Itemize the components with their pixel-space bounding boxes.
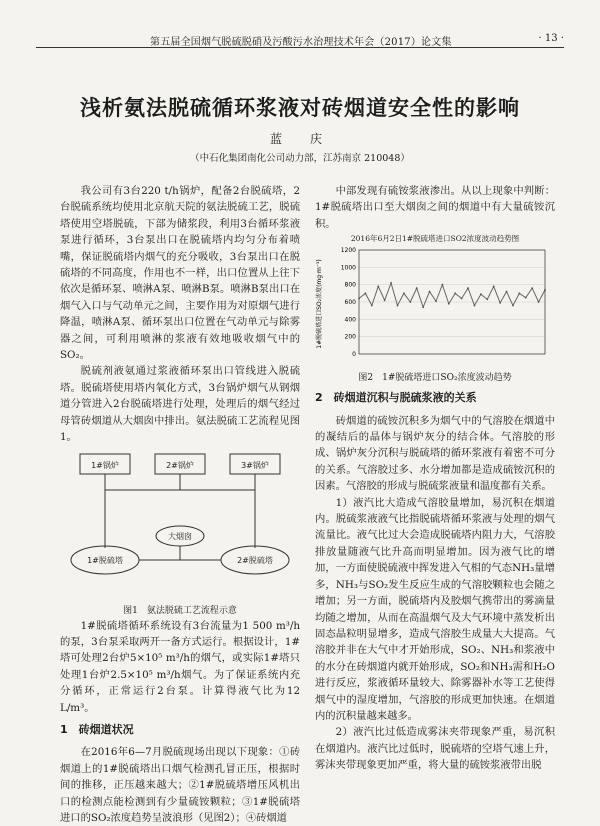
data-point bbox=[365, 293, 367, 295]
paragraph: 中部发现有硫铵浆液渗出。从以上现象中判断：1#脱硫塔出口至大烟囱之间的烟道中有大量硫铵沉积。 bbox=[315, 185, 555, 230]
flow-diagram bbox=[60, 448, 300, 598]
section-heading: 1 砖烟道状况 bbox=[60, 722, 134, 736]
section-heading: 2 砖烟道沉积与脱硫浆液的关系 bbox=[315, 391, 477, 405]
data-point bbox=[512, 305, 514, 307]
chart-ylabel: 1#脱硫塔进口SO₂浓度(mg·m⁻³) bbox=[316, 259, 323, 349]
page-header bbox=[0, 0, 600, 46]
paragraph: 砖烟道的硫铵沉积多为烟气中的气溶胶在烟道中的凝结后的晶体与锅炉灰分的结合体。气溶胶的形成、锅炉灰分沉积与脱硫塔的循环浆液有着密不可分的关系。气溶胶过多、水分增加都是造成硫铵沉积的因素。气溶胶的形成与脱硫浆液量和温度都有关系。 bbox=[315, 414, 555, 493]
chimney-label: 大烟囱 bbox=[168, 531, 192, 541]
left-column bbox=[60, 183, 300, 826]
data-point bbox=[454, 293, 456, 295]
figure-2-caption: 图2 1#脱硫塔进口SO₂浓度波动趋势 bbox=[358, 372, 512, 383]
data-point bbox=[377, 286, 379, 288]
boiler-3-label: 3#锅炉 bbox=[241, 460, 269, 470]
y-tick-label: 600 bbox=[344, 299, 356, 307]
figure-1 bbox=[60, 448, 300, 618]
header-rule bbox=[36, 47, 564, 48]
figure-2 bbox=[315, 234, 555, 384]
data-point bbox=[371, 305, 373, 307]
boiler-1-label: 1#锅炉 bbox=[91, 460, 119, 470]
right-column bbox=[315, 183, 555, 774]
y-tick-label: 1200 bbox=[340, 247, 356, 255]
y-tick-label: 200 bbox=[344, 333, 356, 341]
data-point bbox=[493, 286, 495, 288]
y-tick-label: 400 bbox=[344, 316, 356, 324]
paragraph: 1#脱硫塔循环系统设有3台流量为1 500 m³/h的泵，3台泵采取两开一备方式运行。根据设计，1#塔可处理2台炉5×10⁵ m³/h的烟气，或实际1#塔只处理1台炉2.5×10⁵ m³/h烟气。为了保证系统内充分循环，正常运行2台泵。计算得液气比为12 L/m³。 bbox=[60, 619, 300, 714]
paragraph: 脱硫剂液氨通过浆液循环泵出口管线进入脱硫塔。脱硫塔使用塔内氧化方式，3台锅炉烟气从钢烟道分管进入2台脱硫塔进行处理，处理后的烟气经过母管砖烟道从大烟囱中排出。氨法脱硫工艺流程见图1。 bbox=[60, 365, 300, 444]
data-point bbox=[384, 300, 386, 302]
figure-1-caption: 图1 氨法脱硫工艺流程示意 bbox=[123, 605, 237, 616]
data-point bbox=[518, 293, 520, 295]
data-point bbox=[531, 287, 533, 289]
data-point bbox=[467, 287, 469, 289]
series-line bbox=[359, 283, 545, 307]
y-tick-label: 1000 bbox=[340, 264, 356, 272]
author: 蓝 庆 bbox=[269, 132, 330, 146]
tower-2-label: 2#脱硫塔 bbox=[237, 555, 273, 565]
data-point bbox=[422, 307, 424, 309]
page-number: · 13 · bbox=[538, 33, 564, 44]
data-point bbox=[499, 302, 501, 304]
paragraph: 2）液汽比过低造成雾沫夹带现象严重，易沉积在烟道内。液汽比过低时，脱硫塔的空塔气速上升，雾沫夹带现象更加严重，将大量的硫铵浆液带出脱 bbox=[315, 726, 555, 772]
data-point bbox=[416, 287, 418, 289]
data-point bbox=[441, 284, 443, 286]
y-tick-label: 0 bbox=[352, 351, 356, 359]
so2-trend-chart bbox=[315, 244, 555, 364]
data-point bbox=[506, 291, 508, 293]
data-point bbox=[390, 282, 392, 284]
data-point bbox=[397, 305, 399, 307]
paragraph: 在2016年6—7月脱硫现场出现以下现象：①砖烟道上的1#脱硫塔出口烟气检测孔冒正压，根据时间的推移，正压越来越大；②1#脱硫塔增压风机出口的检测点能检测到有少量硫铵颗粒；③1#脱硫塔进口的SO₂浓度趋势呈波浪形（见图2）；④砖烟道 bbox=[60, 746, 300, 824]
conference-title: 第五届全国烟气脱硫脱硝及污酸污水治理技术年会（2017）论文集 bbox=[150, 37, 452, 48]
y-tick-label: 800 bbox=[344, 281, 356, 289]
data-point bbox=[486, 299, 488, 301]
data-point bbox=[474, 305, 476, 307]
affiliation: （中石化集团南化公司动力部，江苏南京 210048） bbox=[190, 153, 410, 164]
data-point bbox=[461, 298, 463, 300]
data-point bbox=[409, 301, 411, 303]
paper-title: 浅析氨法脱硫循环浆液对砖烟道安全性的影响 bbox=[80, 96, 520, 120]
paragraph: 我公司有3台220 t/h锅炉，配备2台脱硫塔，2台脱硫系统均使用北京航天院的氨法脱硫工艺，脱硫塔使用空塔脱硫，下部为储浆段，利用3台循环浆液泵进行循环，3台泵出口在脱硫塔内均匀分布着喷嘴，保证脱硫塔内烟气的充分吸收，3台泵出口在脱硫塔的不同高度，作用也不一样，出口位置从上往下依次是循环泵、喷淋A泵、喷淋B泵。喷淋B泵出口在烟气入口与气动单元之间，主要作用为对原烟气进行降温，喷淋A泵、循环泵出口位置在气动单元与除雾器之间，可利用喷淋的浆液有效地吸收烟气中的SO₂。 bbox=[60, 185, 300, 362]
data-point bbox=[448, 303, 450, 305]
chart-title: 2016年6月2日1#脱硫塔进口SO2浓度波动趋势图 bbox=[350, 234, 520, 244]
data-point bbox=[429, 291, 431, 293]
data-point bbox=[538, 301, 540, 303]
boiler-2-label: 2#锅炉 bbox=[166, 460, 194, 470]
data-point bbox=[403, 293, 405, 295]
data-point bbox=[480, 294, 482, 296]
tower-1-label: 1#脱硫塔 bbox=[87, 555, 123, 565]
data-point bbox=[435, 300, 437, 302]
paragraph: 1）液汽比大造成气溶胶量增加，易沉积在烟道内。脱硫浆液液气比指脱硫塔循环浆液与处理的烟气流量比。液气比过大会造成脱硫塔内阻力大，气溶胶排放量随液气比升高而明显增加。因为液气比的增加，一方面使脱硫液中挥发进入气相的气态NH₃量增多，NH₃与SO₂发生反应生成的气溶胶颗粒也会随之增加；另一方面，脱硫塔内及胶烟气携带出的雾滴量均随之增加，从而在高温烟气及大气环境中蒸发析出固态晶粒明显增多，造成气溶胶生成量大大提高。气溶胶并非在大气中才开始形成，SO₂、NH₃和浆液中的水分在砖烟道内就开始形成，SO₂和NH₃需和H₂O进行反应，浆液循环量较大、除雾器补水等工艺使得烟气中的湿度增加，气溶胶的形成更加快速。在烟道内的沉积量越来越多。 bbox=[315, 496, 555, 722]
data-point bbox=[525, 297, 527, 299]
